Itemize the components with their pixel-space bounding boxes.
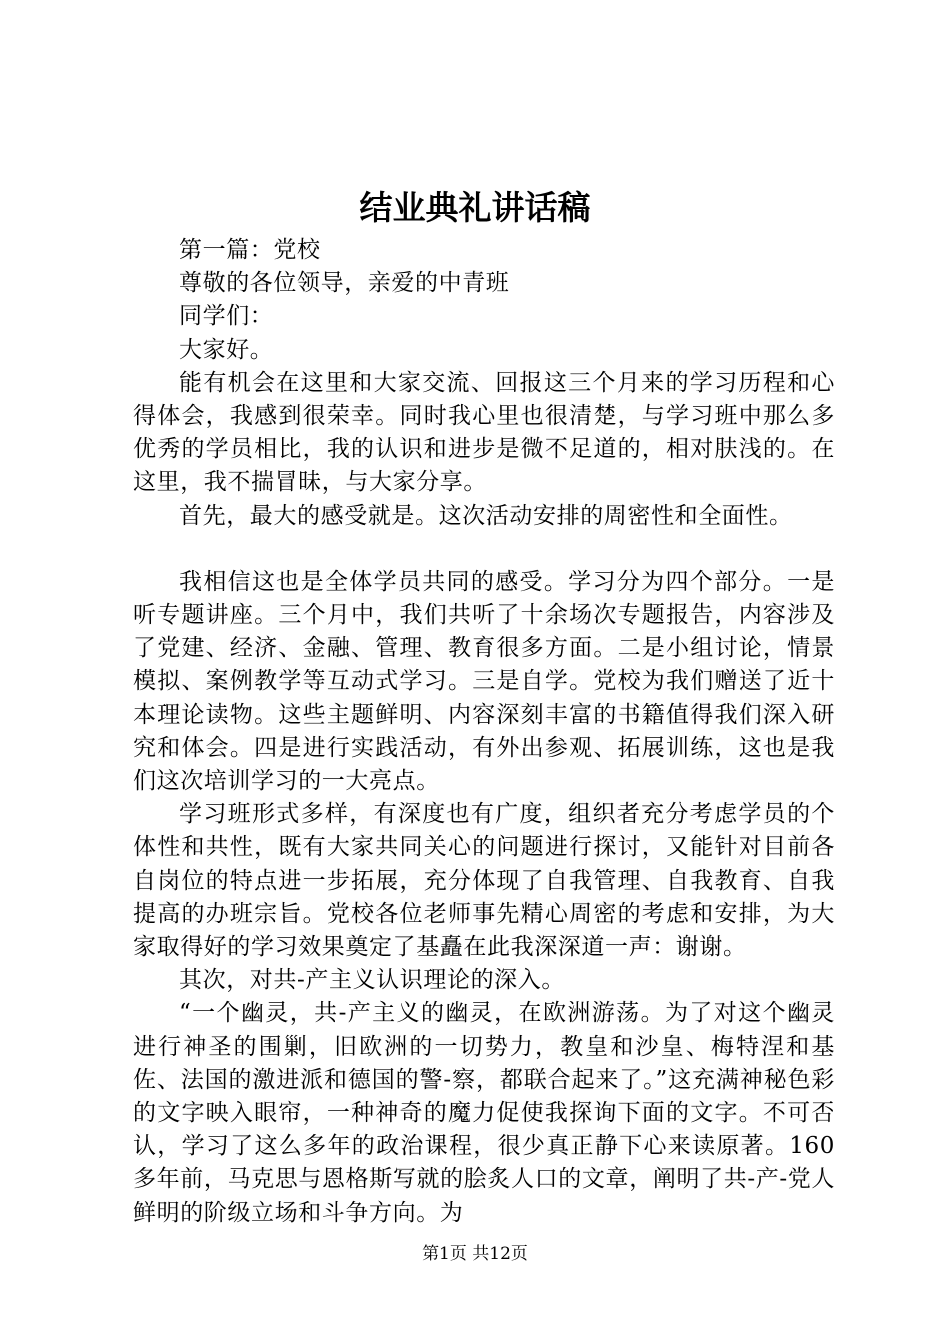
paragraph: 其次，对共-产主义认识理论的深入。 — [179, 967, 565, 994]
paragraph: “一个幽灵，共-产主义的幽灵，在欧洲游荡。为了对这个幽灵进行神圣的围剿，旧欧洲的一切势力，教皇和沙皇、梅特涅和基佐、法国的激进派和德国的警-察，都联合起来了。”这充满神秘色彩的文字映入眼帘，一种神奇的魔力促使我探询下面的文字。不可否认，学习了这么多年的政治课程，很少真正静下心来读原著。160多年前，马克思与恩格斯写就的脍炙人口的文章，阐明了共-产-党人鲜明的阶级立场和斗争方向。为 — [133, 1000, 835, 1226]
paragraph: 首先，最大的感受就是。这次活动安排的周密性和全面性。 — [179, 502, 793, 529]
paragraph-section-heading: 第一篇：党校 — [179, 237, 321, 263]
paragraph-salutation-cont: 同学们： — [179, 303, 274, 330]
document-title: 结业典礼讲话稿 — [359, 188, 591, 227]
page-indicator: 第1页 共12页 — [422, 1244, 528, 1264]
paragraph: 我相信这也是全体学员共同的感受。学习分为四个部分。一是听专题讲座。三个月中，我们共听了十余场次专题报告，内容涉及了党建、经济、金融、管理、教育很多方面。二是小组讨论，情景模拟、案例教学等互动式学习。三是自学。党校为我们赠送了近十本理论读物。这些主题鲜明、内容深刻丰富的书籍值得我们深入研究和体会。四是进行实践活动，有外出参观、拓展训练，这也是我们这次培训学习的一大亮点。 — [133, 568, 835, 795]
paragraph: 能有机会在这里和大家交流、回报这三个月来的学习历程和心得体会，我感到很荣幸。同时我心里也很清楚，与学习班中那么多优秀的学员相比，我的认识和进步是微不足道的，相对肤浅的。在这里，我不揣冒昧，与大家分享。 — [133, 369, 835, 496]
paragraph: 学习班形式多样，有深度也有广度，组织者充分考虑学员的个体性和共性，既有大家共同关心的问题进行探讨，又能针对目前各自岗位的特点进一步拓展，充分体现了自我管理、自我教育、自我提高的办班宗旨。党校各位老师事先精心周密的考虑和安排，为大家取得好的学习效果奠定了基矗在此我深深道一声：谢谢。 — [133, 801, 835, 961]
paragraph-salutation: 尊敬的各位领导，亲爱的中青班 — [179, 270, 510, 297]
page-footer — [0, 1243, 950, 1265]
document-body — [133, 234, 835, 1230]
paragraph-greeting: 大家好。 — [179, 336, 274, 363]
